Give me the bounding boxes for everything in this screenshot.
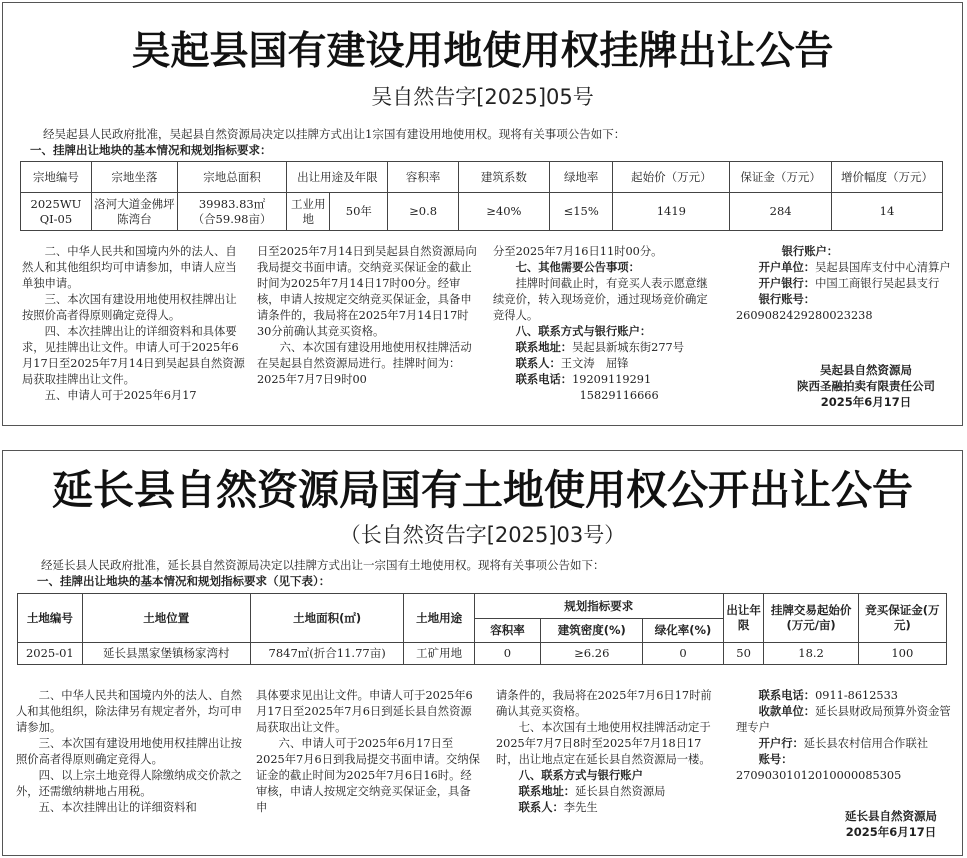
table-header: 容积率 xyxy=(474,619,540,643)
contact-person xyxy=(493,356,718,372)
table-header: 建筑密度(%) xyxy=(541,619,643,643)
bank-unit xyxy=(736,704,951,736)
paragraph: 三、本次国有建设用地使用权挂牌出让按照价高者得原则确定竞得人。 xyxy=(16,737,242,766)
paragraph: 六、本次国有建设用地使用权挂牌活动在吴起县自然资源局进行。挂牌时间为：2025年7月7日9时00 xyxy=(257,341,472,386)
notice-column-1 xyxy=(22,244,246,404)
parcel-increment: 14 xyxy=(831,193,942,231)
table-header: 宗地编号 xyxy=(21,162,92,193)
paragraph: 四、以上宗土地竞得人除缴纳成交价款之外，还需缴纳耕地占用税。 xyxy=(16,769,242,798)
bank-account xyxy=(736,292,951,324)
table-row xyxy=(18,643,947,665)
value: 延长县农村信用合作联社 xyxy=(803,737,929,750)
parcel-area xyxy=(177,193,286,231)
value: 2609082429280023238 xyxy=(736,309,873,322)
parcel-far: ≥0.8 xyxy=(388,193,458,231)
subheading xyxy=(493,260,718,276)
paragraph: 六、申请人可于2025年6月17日至2025年7月6日到我局提交书面申请。交纳保证金的截止时间为2025年7月6日16时。经审核，申请人按规定交纳竞买保证金，具备申 xyxy=(256,737,480,814)
table-header: 竞买保证金(万元) xyxy=(858,594,946,643)
table-header: 建筑系数 xyxy=(458,162,549,193)
paragraph: 五、本次挂牌出让的详细资料和 xyxy=(38,801,197,814)
table-header: 宗地总面积 xyxy=(177,162,286,193)
table-header-row xyxy=(21,162,943,193)
notice-subtitle: （长自然资告字[2025]03号） xyxy=(339,523,626,547)
notice-column-3 xyxy=(493,244,718,404)
notice-column-2 xyxy=(257,244,479,388)
parcel-area-mu: （合59.98亩） xyxy=(192,211,272,226)
paragraph: 三、本次国有建设用地使用权挂牌出让按照价高者得原则确定竞得人。 xyxy=(22,293,237,322)
subheading-text: 八、联系方式与银行账户： xyxy=(515,325,652,338)
table-header: 土地位置 xyxy=(82,594,250,643)
sign-org: 陕西圣融拍卖有限责任公司 xyxy=(797,379,935,393)
subheading xyxy=(496,768,721,784)
value: 吴起县新城东街277号 xyxy=(572,341,685,354)
table-header: 土地用途 xyxy=(404,594,474,643)
table-row xyxy=(21,193,943,231)
label: 开户银行： xyxy=(758,277,816,290)
label: 联系地址： xyxy=(518,785,576,798)
label: 联系地址： xyxy=(515,341,573,354)
parcel-years: 50 xyxy=(723,643,764,665)
subheading-text: 七、其他需要公告事项： xyxy=(515,261,640,274)
contact-phone-2 xyxy=(493,388,718,404)
value: 0911-8612533 xyxy=(815,689,898,702)
parcel-deposit: 100 xyxy=(858,643,946,665)
notice-wuqi xyxy=(2,2,963,426)
label: 联系电话： xyxy=(758,689,816,702)
contact-address xyxy=(496,784,721,800)
notice-column-2 xyxy=(256,688,481,816)
signature-block xyxy=(776,362,956,410)
notice-column-4 xyxy=(736,244,951,324)
bank-name xyxy=(736,276,951,292)
table-header: 保证金（万元） xyxy=(730,162,832,193)
label: 银行账户： xyxy=(781,245,839,258)
paragraph: 四、本次挂牌出让的详细资料和具体要求，见挂牌出让文件。申请人可于2025年6月17日至2025年7月14日到吴起县自然资源局获取挂牌出让文件。 xyxy=(22,325,245,386)
parcel-far: 0 xyxy=(474,643,540,665)
value: 19209119291 xyxy=(572,373,652,386)
table-header: 土地编号 xyxy=(18,594,83,643)
notice-subtitle: 吴自然告字[2025]05号 xyxy=(371,85,594,109)
paragraph: 二、中华人民共和国境内外的法人、自然人和其他组织均可申请参加，申请人应当单独申请。 xyxy=(22,245,237,290)
contact-address xyxy=(493,340,718,356)
sign-date: 2025年6月17日 xyxy=(820,395,912,409)
bank-title xyxy=(736,244,951,260)
value: 李先生 xyxy=(563,801,598,814)
paragraph: 挂牌时间截止时，有竞买人表示愿意继续竞价，转入现场竞价，通过现场竞价确定竞得人。 xyxy=(493,277,708,322)
signature-block xyxy=(826,808,956,840)
contact-phone xyxy=(736,688,951,704)
table-header: 宗地坐落 xyxy=(91,162,177,193)
parcel-area: 7847㎡(折合11.77亩) xyxy=(250,643,404,665)
paragraph: 二、中华人民共和国境内外的法人、自然人和其他组织，除法律另有规定者外，均可申请参加。 xyxy=(16,689,242,734)
table-header-row xyxy=(18,594,947,619)
bank-name xyxy=(736,736,951,752)
bank-account xyxy=(736,752,951,784)
table-header: 土地面积(㎡) xyxy=(250,594,404,643)
paragraph: 七、本次国有土地使用权挂牌活动定于2025年7月7日8时至2025年7月18日17时，出让地点定在延长县自然资源局一楼。 xyxy=(496,721,711,766)
paragraph: 日至2025年7月14日到吴起县自然资源局向我局提交书面申请。交纳竞买保证金的截止时间为2025年7月14日17时00分。经审核，申请人按规定交纳竞买保证金，具备申请条件的，我局将在2025年7月14日17时30分前确认其竞买资格。 xyxy=(257,245,477,338)
parcel-green: ≤15% xyxy=(550,193,613,231)
value: 延长县自然资源局 xyxy=(575,785,666,798)
subheading xyxy=(493,324,718,340)
table-header: 挂牌交易起始价(万元/亩) xyxy=(764,594,858,643)
parcel-use: 工矿用地 xyxy=(404,643,474,665)
land-parcel-table xyxy=(17,593,947,665)
label: 联系电话： xyxy=(515,373,573,386)
parcel-green: 0 xyxy=(643,643,723,665)
section-heading: 一、挂牌出让地块的基本情况和规划指标要求（见下表）： xyxy=(37,574,331,588)
paragraph: 分至2025年7月16日11时00分。 xyxy=(493,245,663,258)
value: 吴起县国库支付中心清算户 xyxy=(815,261,951,274)
notice-title: 延长县自然资源局国有土地使用权公开出让公告 xyxy=(52,466,913,514)
land-parcel-table xyxy=(20,161,943,231)
contact-phone xyxy=(493,372,718,388)
value: 15829116666 xyxy=(579,389,659,402)
notice-column-4 xyxy=(736,688,951,784)
parcel-density: ≥6.26 xyxy=(541,643,643,665)
paragraph: 具体要求见出让文件。申请人可于2025年6月17日至2025年7月6日到延长县自然资源局获取出让文件。 xyxy=(256,689,473,734)
label: 开户行： xyxy=(758,737,804,750)
label: 开户单位： xyxy=(758,261,816,274)
value: 27090301012010000085305 xyxy=(736,769,902,782)
parcel-start-price: 1419 xyxy=(613,193,730,231)
table-header: 起始价（万元） xyxy=(613,162,730,193)
table-header: 容积率 xyxy=(388,162,458,193)
sign-date: 2025年6月17日 xyxy=(845,825,937,839)
contact-person xyxy=(496,800,721,816)
sign-org: 吴起县自然资源局 xyxy=(820,363,912,377)
label: 收款单位： xyxy=(758,705,816,718)
parcel-id: 2025WU QI-05 xyxy=(21,193,92,231)
sign-org: 延长县自然资源局 xyxy=(845,809,937,823)
label: 联系人： xyxy=(515,357,561,370)
label: 联系人： xyxy=(518,801,564,814)
table-header: 出让用途及年限 xyxy=(287,162,388,193)
notice-title: 吴起县国有建设用地使用权挂牌出让公告 xyxy=(131,28,834,74)
table-header: 增价幅度（万元） xyxy=(831,162,942,193)
notice-column-3 xyxy=(496,688,721,816)
table-header: 规划指标要求 xyxy=(474,594,723,619)
value: 中国工商银行吴起县支行 xyxy=(815,277,940,290)
notice-intro: 经延长县人民政府批准，延长县自然资源局决定以挂牌方式出让一宗国有土地使用权。现将有关事项公告如下： xyxy=(41,558,605,572)
table-header: 绿地率 xyxy=(550,162,613,193)
value: 延长县财政局预算外资金管理专户 xyxy=(736,705,951,734)
parcel-years: 50年 xyxy=(330,193,388,231)
notice-column-1 xyxy=(16,688,244,816)
parcel-use: 工业用地 xyxy=(287,193,330,231)
table-header: 绿化率(%) xyxy=(643,619,723,643)
notice-yanchang xyxy=(2,450,963,856)
parcel-area-sqm: 39983.83㎡ xyxy=(198,196,266,211)
parcel-deposit: 284 xyxy=(730,193,832,231)
parcel-density: ≥40% xyxy=(458,193,549,231)
table-header: 出让年限 xyxy=(723,594,764,643)
label: 账号： xyxy=(758,753,793,766)
notice-intro: 经吴起县人民政府批准，吴起县自然资源局决定以挂牌方式出让1宗国有建设用地使用权。现将有关事项公告如下： xyxy=(43,127,626,141)
value: 王文涛 屈锋 xyxy=(560,357,629,370)
bank-unit xyxy=(736,260,951,276)
label: 银行账号： xyxy=(758,293,816,306)
subheading-text: 八、联系方式与银行账户 xyxy=(518,769,643,782)
section-heading: 一、挂牌出让地块的基本情况和规划指标要求： xyxy=(30,143,272,157)
parcel-price: 18.2 xyxy=(764,643,858,665)
parcel-location: 洛河大道金佛坪陈湾台 xyxy=(91,193,177,231)
parcel-location: 延长县黑家堡镇杨家湾村 xyxy=(82,643,250,665)
paragraph: 请条件的，我局将在2025年7月6日17时前确认其竞买资格。 xyxy=(496,689,712,718)
paragraph: 五、申请人可于2025年6月17 xyxy=(44,389,197,402)
parcel-id: 2025-01 xyxy=(18,643,83,665)
